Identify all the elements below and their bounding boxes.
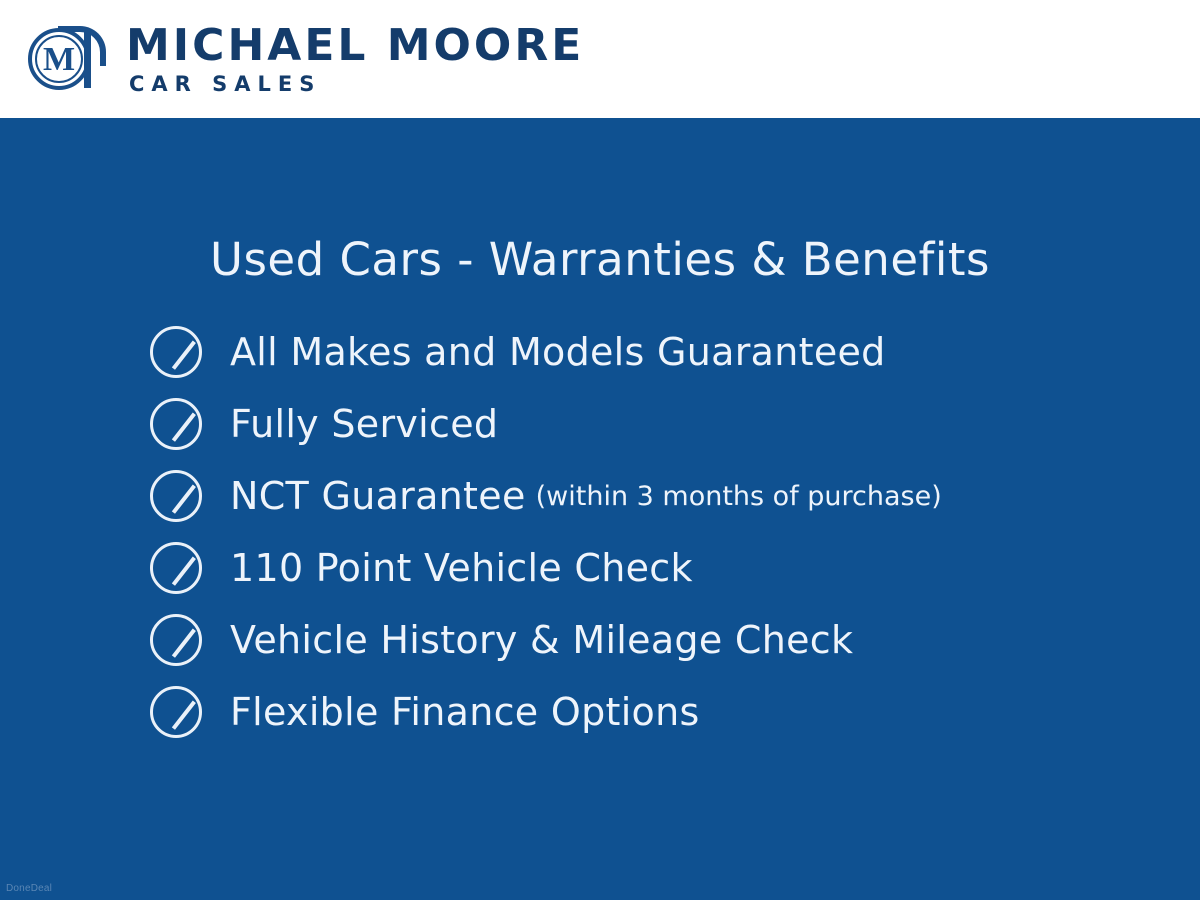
brand-wordmark bbox=[126, 19, 585, 96]
list-item bbox=[150, 316, 1150, 388]
page-title: Used Cars - Warranties & Benefits bbox=[210, 233, 990, 286]
list-item bbox=[150, 604, 1150, 676]
brand-name: MICHAEL MOORE bbox=[126, 19, 585, 71]
check-circle-icon bbox=[150, 398, 202, 450]
list-item-label: NCT Guarantee bbox=[230, 474, 526, 518]
list-item bbox=[150, 460, 1150, 532]
benefits-panel bbox=[0, 118, 1200, 900]
michael-moore-monogram-icon: M bbox=[22, 24, 108, 94]
brand-tagline: CAR SALES bbox=[129, 71, 322, 96]
list-item-label: 110 Point Vehicle Check bbox=[230, 546, 693, 590]
check-circle-icon bbox=[150, 614, 202, 666]
list-item-label: Vehicle History & Mileage Check bbox=[230, 618, 854, 662]
check-circle-icon bbox=[150, 542, 202, 594]
check-circle-icon bbox=[150, 470, 202, 522]
list-item-note: (within 3 months of purchase) bbox=[535, 480, 942, 512]
check-circle-icon bbox=[150, 686, 202, 738]
list-item bbox=[150, 388, 1150, 460]
list-item-label: All Makes and Models Guaranteed bbox=[230, 330, 886, 374]
list-item-label: Flexible Finance Options bbox=[230, 690, 700, 734]
brand-header bbox=[0, 0, 1200, 118]
list-item-label: Fully Serviced bbox=[230, 402, 499, 446]
list-item bbox=[150, 676, 1150, 748]
check-circle-icon bbox=[150, 326, 202, 378]
list-item bbox=[150, 532, 1150, 604]
brand-logo bbox=[22, 19, 585, 96]
watermark: DoneDeal bbox=[6, 883, 53, 894]
benefits-list bbox=[150, 316, 1150, 748]
